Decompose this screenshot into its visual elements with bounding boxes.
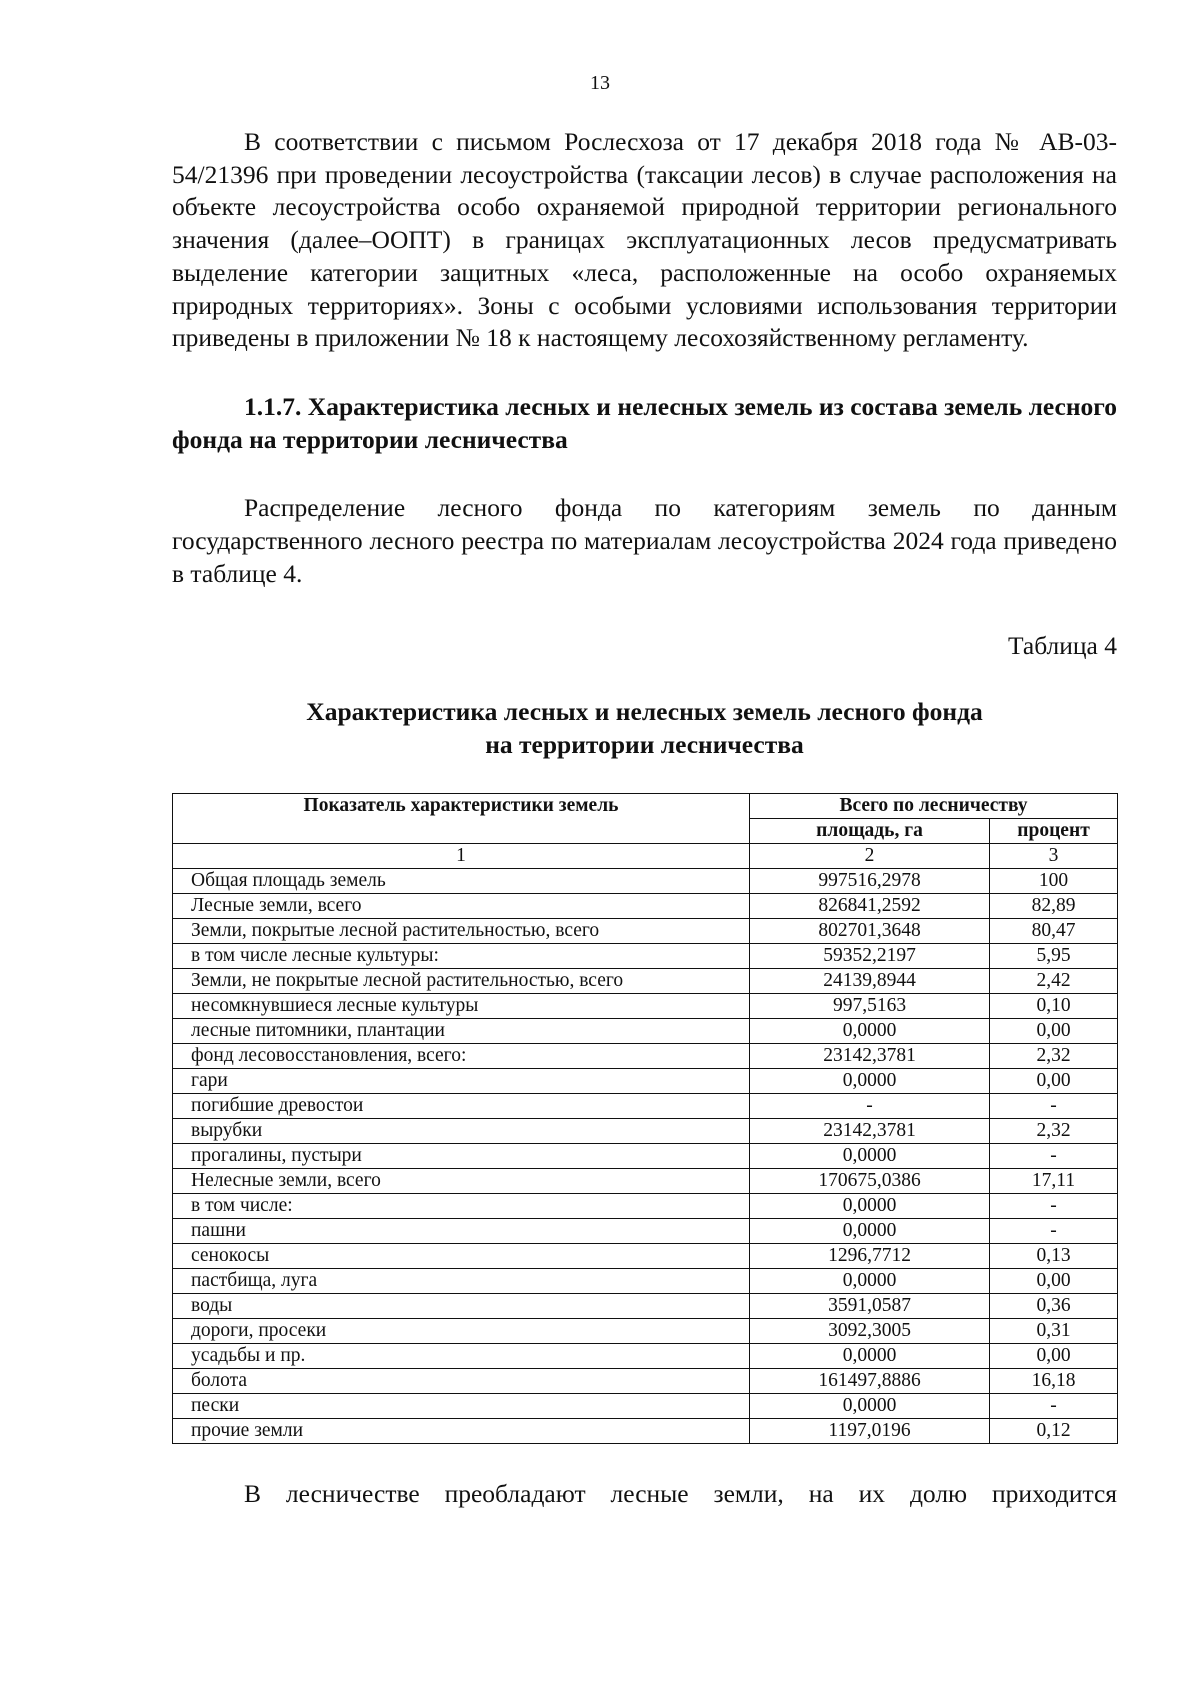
- row-percent-cell: 100: [990, 869, 1118, 894]
- row-name-cell: болота: [173, 1369, 750, 1394]
- document-body: [172, 126, 1117, 1511]
- row-area-cell: 802701,3648: [750, 919, 990, 944]
- table-row: [173, 1144, 1118, 1169]
- row-percent-cell: -: [990, 1144, 1118, 1169]
- row-area-cell: 0,0000: [750, 1394, 990, 1419]
- table-row: [173, 1094, 1118, 1119]
- table-row: [173, 1069, 1118, 1094]
- row-percent-cell: 16,18: [990, 1369, 1118, 1394]
- table-row: [173, 1119, 1118, 1144]
- column-number-2: 2: [750, 844, 990, 869]
- row-name-cell: пастбища, луга: [173, 1269, 750, 1294]
- row-percent-cell: -: [990, 1219, 1118, 1244]
- table-row: [173, 944, 1118, 969]
- conclusion-paragraph: В лесничестве преобладают лесные земли, на их долю приходится: [244, 1479, 1117, 1509]
- table-body: [173, 869, 1118, 1444]
- row-name-cell: в том числе лесные культуры:: [173, 944, 750, 969]
- table-row: [173, 1319, 1118, 1344]
- header-percent: процент: [990, 819, 1118, 844]
- row-percent-cell: 17,11: [990, 1169, 1118, 1194]
- row-area-cell: 1296,7712: [750, 1244, 990, 1269]
- row-name-cell: в том числе:: [173, 1194, 750, 1219]
- header-indicator: Показатель характеристики земель: [173, 794, 750, 844]
- row-percent-cell: 0,12: [990, 1419, 1118, 1444]
- row-name-cell: вырубки: [173, 1119, 750, 1144]
- row-percent-cell: 80,47: [990, 919, 1118, 944]
- row-percent-cell: 2,32: [990, 1044, 1118, 1069]
- row-percent-cell: 5,95: [990, 944, 1118, 969]
- row-area-cell: 170675,0386: [750, 1169, 990, 1194]
- row-area-cell: 0,0000: [750, 1069, 990, 1094]
- row-area-cell: 0,0000: [750, 1019, 990, 1044]
- row-area-cell: 3092,3005: [750, 1319, 990, 1344]
- row-percent-cell: 0,00: [990, 1019, 1118, 1044]
- row-area-cell: 3591,0587: [750, 1294, 990, 1319]
- header-total: Всего по лесничеству: [750, 794, 1118, 819]
- row-name-cell: пески: [173, 1394, 750, 1419]
- row-area-cell: 0,0000: [750, 1269, 990, 1294]
- row-name-cell: лесные питомники, плантации: [173, 1019, 750, 1044]
- row-name-cell: Общая площадь земель: [173, 869, 750, 894]
- row-percent-cell: 82,89: [990, 894, 1118, 919]
- row-area-cell: 0,0000: [750, 1344, 990, 1369]
- row-name-cell: прогалины, пустыри: [173, 1144, 750, 1169]
- table-row: [173, 1244, 1118, 1269]
- row-percent-cell: 0,00: [990, 1344, 1118, 1369]
- distribution-paragraph: Распределение лесного фонда по категориям земель по данным государственного лесного реестра по материалам лесоустройства 2024 года приведено в таблице 4.: [172, 493, 1117, 588]
- row-area-cell: 997,5163: [750, 994, 990, 1019]
- row-area-cell: 59352,2197: [750, 944, 990, 969]
- row-name-cell: сенокосы: [173, 1244, 750, 1269]
- row-name-cell: дороги, просеки: [173, 1319, 750, 1344]
- row-percent-cell: 0,10: [990, 994, 1118, 1019]
- page-number: 13: [590, 72, 610, 94]
- row-percent-cell: 0,36: [990, 1294, 1118, 1319]
- row-name-cell: фонд лесовосстановления, всего:: [173, 1044, 750, 1069]
- table-row: [173, 1269, 1118, 1294]
- table-row: [173, 1019, 1118, 1044]
- row-area-cell: 0,0000: [750, 1144, 990, 1169]
- row-area-cell: 23142,3781: [750, 1044, 990, 1069]
- row-name-cell: погибшие древостои: [173, 1094, 750, 1119]
- row-area-cell: 997516,2978: [750, 869, 990, 894]
- table-row: [173, 1369, 1118, 1394]
- table-title: [172, 695, 1117, 761]
- table-row: [173, 994, 1118, 1019]
- table-row: [173, 1344, 1118, 1369]
- row-area-cell: 1197,0196: [750, 1419, 990, 1444]
- row-percent-cell: -: [990, 1194, 1118, 1219]
- row-percent-cell: 0,00: [990, 1069, 1118, 1094]
- land-characteristics-table: [172, 793, 1118, 1444]
- table-label: Таблица 4: [1007, 631, 1117, 661]
- row-area-cell: 24139,8944: [750, 969, 990, 994]
- row-name-cell: Земли, не покрытые лесной растительностью, всего: [173, 969, 750, 994]
- row-name-cell: Лесные земли, всего: [173, 894, 750, 919]
- row-percent-cell: -: [990, 1394, 1118, 1419]
- row-name-cell: Нелесные земли, всего: [173, 1169, 750, 1194]
- table-row: [173, 969, 1118, 994]
- row-name-cell: пашни: [173, 1219, 750, 1244]
- header-area: площадь, га: [750, 819, 990, 844]
- row-percent-cell: -: [990, 1094, 1118, 1119]
- table-row: [173, 1419, 1118, 1444]
- row-name-cell: прочие земли: [173, 1419, 750, 1444]
- table-title-line-1: Характеристика лесных и нелесных земель лесного фонда: [306, 697, 983, 727]
- table-title-line-2: на территории лесничества: [485, 730, 804, 760]
- table-column-numbers-row: [173, 844, 1118, 869]
- table-row: [173, 919, 1118, 944]
- table-row: [173, 1394, 1118, 1419]
- table-row: [173, 1194, 1118, 1219]
- section-heading: 1.1.7. Характеристика лесных и нелесных земель из состава земель лесного фонда на территории лесничества: [172, 391, 1117, 454]
- row-name-cell: усадьбы и пр.: [173, 1344, 750, 1369]
- table-row: [173, 1219, 1118, 1244]
- row-name-cell: гари: [173, 1069, 750, 1094]
- row-percent-cell: 0,00: [990, 1269, 1118, 1294]
- row-area-cell: 0,0000: [750, 1194, 990, 1219]
- row-percent-cell: 2,42: [990, 969, 1118, 994]
- row-percent-cell: 0,31: [990, 1319, 1118, 1344]
- row-area-cell: 23142,3781: [750, 1119, 990, 1144]
- row-name-cell: воды: [173, 1294, 750, 1319]
- row-percent-cell: 2,32: [990, 1119, 1118, 1144]
- table-row: [173, 1169, 1118, 1194]
- row-area-cell: 0,0000: [750, 1219, 990, 1244]
- table-row: [173, 894, 1118, 919]
- column-number-1: 1: [173, 844, 750, 869]
- row-name-cell: несомкнувшиеся лесные культуры: [173, 994, 750, 1019]
- row-area-cell: 826841,2592: [750, 894, 990, 919]
- table-row: [173, 869, 1118, 894]
- intro-paragraph: В соответствии с письмом Рослесхоза от 17 декабря 2018 года № АВ-03-54/21396 при проведении лесоустройства (таксации лесов) в случае расположения на объекте лесоустройства особо охраняемой природной территории регионального значения (далее–ООПТ) в границах эксплуатационных лесов предусматривать выделение категории защитных «леса, расположенные на особо охраняемых природных территориях». Зоны с особыми условиями использования территории приведены в приложении № 18 к настоящему лесохозяйственному регламенту.: [172, 127, 1117, 353]
- table-row: [173, 1294, 1118, 1319]
- column-number-3: 3: [990, 844, 1118, 869]
- row-name-cell: Земли, покрытые лесной растительностью, всего: [173, 919, 750, 944]
- table-row: [173, 1044, 1118, 1069]
- row-area-cell: -: [750, 1094, 990, 1119]
- row-area-cell: 161497,8886: [750, 1369, 990, 1394]
- table-header-row-1: [173, 794, 1118, 819]
- row-percent-cell: 0,13: [990, 1244, 1118, 1269]
